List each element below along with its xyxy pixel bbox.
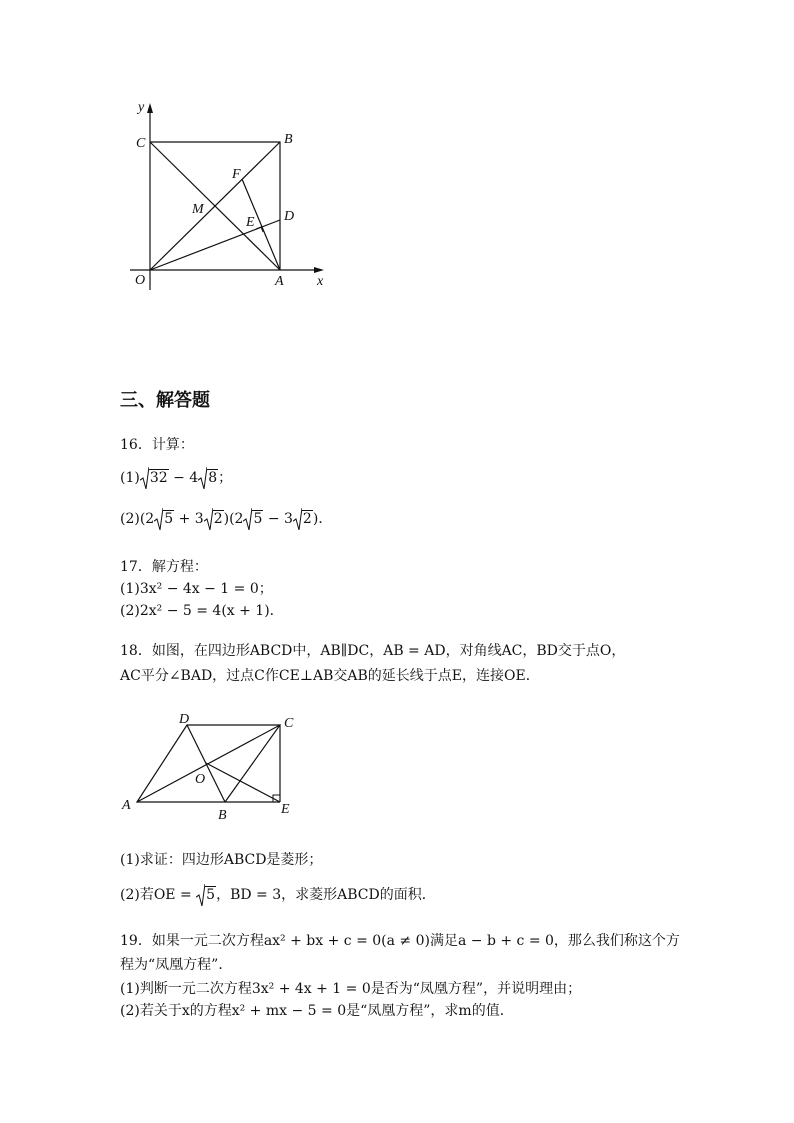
- rhombus-figure: [115, 705, 315, 825]
- q17-heading: 17．解方程：: [120, 559, 208, 575]
- label-D: D: [179, 712, 190, 727]
- q18-line1: 18．如图，在四边形ABCD中，AB∥DC，AB = AD，对角线AC，BD交于点O，: [120, 643, 626, 659]
- q17-part2: (2)2x² − 5 = 4(x + 1)．: [120, 603, 284, 619]
- x-axis-arrow: [314, 267, 324, 273]
- section-title: 三、解答题: [120, 390, 210, 411]
- q19-line1: 19．如果一元二次方程ax² + bx + c = 0(a ≠ 0)满足a − b + c = 0，那么我们称这个方: [120, 933, 680, 949]
- segment-OE: [206, 763, 280, 802]
- label-y: y: [138, 100, 145, 115]
- q19-part1: (1)判断一元二次方程3x² + 4x + 1 = 0是否为“凤凰方程”，并说明理由；: [120, 981, 582, 997]
- label-O: O: [195, 772, 206, 787]
- square-coordinate-figure: [110, 95, 340, 295]
- q16-part1: (1) 32 − 4 8；: [120, 467, 232, 489]
- label-D: D: [284, 209, 295, 224]
- q19-part2: (2)若关于x的方程x² + mx − 5 = 0是“凤凰方程”，求m的值．: [120, 1003, 514, 1019]
- label-x: x: [317, 274, 324, 289]
- label-C: C: [284, 716, 294, 731]
- label-F: F: [232, 167, 241, 182]
- y-axis-arrow: [147, 103, 153, 113]
- label-B: B: [218, 808, 227, 823]
- label-B: B: [284, 132, 293, 147]
- label-C: C: [136, 136, 146, 151]
- label-E: E: [281, 802, 290, 817]
- q16-heading: 16．计算：: [120, 437, 194, 453]
- q18-part1: (1)求证：四边形ABCD是菱形；: [120, 852, 323, 868]
- q19-line2: 程为“凤凰方程”．: [120, 957, 233, 973]
- q18-part2: (2)若OE = 5，BD = 3，求菱形ABCD的面积．: [120, 884, 436, 906]
- q18-line2: AC平分∠BAD，过点C作CE⊥AB交AB的延长线于点E，连接OE．: [120, 668, 540, 684]
- label-E: E: [246, 215, 255, 230]
- label-A: A: [275, 274, 284, 289]
- label-A: A: [122, 798, 131, 813]
- label-M: M: [192, 202, 204, 217]
- q16-part2: (2)(2 5 + 3 2)(2 5 − 3 2)．: [120, 508, 332, 530]
- q17-part1: (1)3x² − 4x − 1 = 0；: [120, 581, 273, 597]
- label-O: O: [135, 273, 146, 288]
